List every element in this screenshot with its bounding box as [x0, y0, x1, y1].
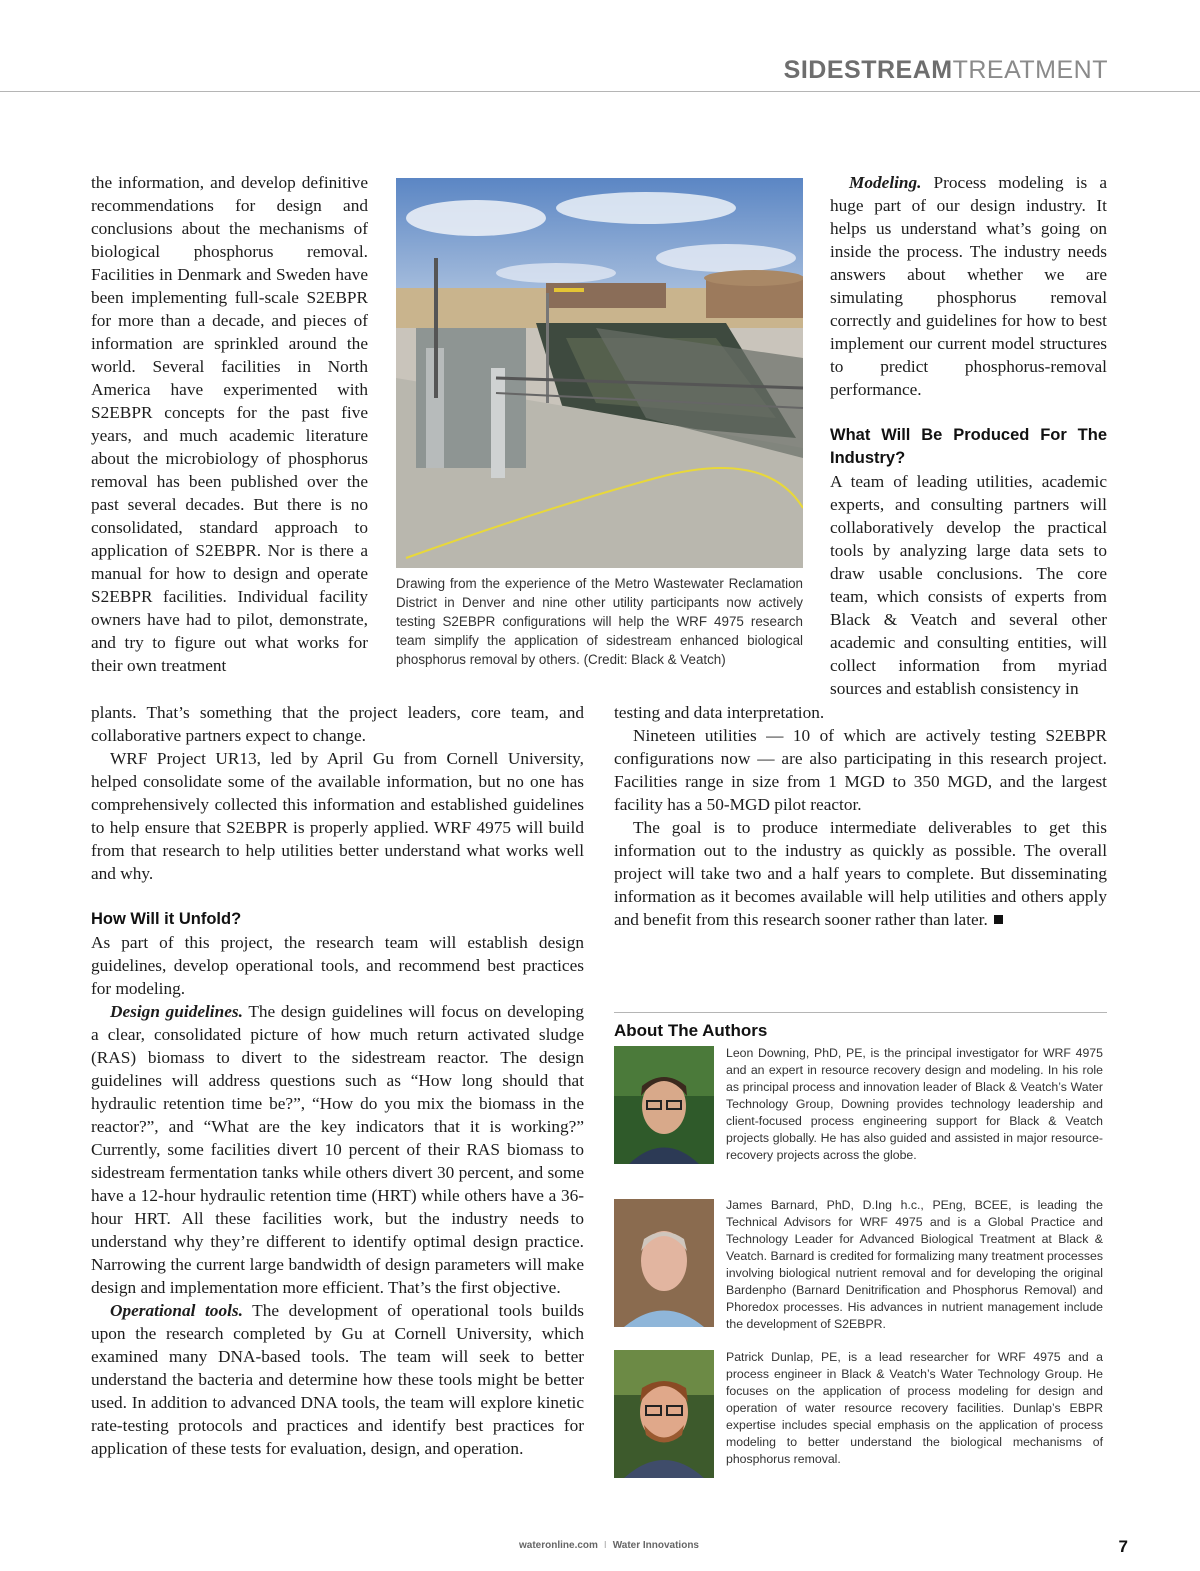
paragraph-nineteen-utilities: Nineteen utilities — 10 of which are actively testing S2EBPR configurations now — are also participating in this research project. Facilities range in size from 1 MGD to 350 MGD, and the largest facility has a 50-MGD pilot reactor. — [614, 726, 1107, 814]
heading-about-the-authors: About The Authors — [614, 1021, 768, 1040]
section-header-bold: SIDESTREAM — [783, 56, 953, 84]
heading-how-will-it-unfold: How Will it Unfold? — [91, 910, 242, 928]
paragraph-team: A team of leading utilities, academic experts, and consulting partners will collaboratively develop the practical tools by analyzing large data sets to draw usable conclusions. The core team, which consists of experts from Black & Veatch and several other academic and consulting entities, will collect information from myriad sources and establish consistency in — [830, 472, 1107, 698]
modeling-text: Process modeling is a huge part of our design industry. It helps us understand what’s going on inside the process. The industry needs answers about whether we are simulating phosphorus removal correctly and guidelines for how to best implement our current model structures to predict phosphorus-removal performance. — [830, 173, 1107, 399]
header-divider — [0, 91, 1200, 92]
paragraph-team-continued: testing and data interpretation. — [614, 703, 825, 722]
left-narrow-column — [91, 171, 368, 677]
author-bio-james-barnard: James Barnard, PhD, D.Ing h.c., PEng, BCEE, is leading the Technical Advisors for WRF 4975 and is a Global Practice and Technology Leader for Advanced Biological Treatment at Black & Veatch. Barnard is credited for formalizing many treatment processes involving biological nutrient removal and for developing the original Bardenpho (Barnard Denitrification and Phosphorus Removal) and Phoredox processes. His advances in nutrient management include the development of S2EBPR. — [726, 1198, 1103, 1331]
treatment-plant-photo — [396, 178, 803, 568]
section-header — [784, 56, 1108, 85]
section-header-light: TREATMENT — [952, 56, 1108, 84]
author-photo-james-barnard — [614, 1199, 714, 1327]
left-wide-column — [91, 701, 584, 1460]
footer-separator: I — [603, 1540, 607, 1551]
footer-site: wateronline.com — [519, 1540, 598, 1551]
author-photo-patrick-dunlap — [614, 1350, 714, 1478]
end-of-article-mark — [994, 915, 1003, 924]
right-narrow-column — [830, 171, 1107, 700]
paragraph-operational-tools — [91, 1299, 584, 1460]
page-number: 7 — [1118, 1537, 1128, 1556]
paragraph-project-ur13: WRF Project UR13, led by April Gu from Cornell University, helped consolidate some of the available information, but no one has comprehensively collected this information and established guidelines to help ensure that S2EBPR is properly applied. WRF 4975 will build from that research to help utilities better understand what works well and why. — [91, 749, 584, 883]
operational-tools-text: The development of operational tools builds upon the research completed by Gu at Cornell University, which examined many DNA-based tools. The team will seek to better understand the bacteria and determine how these tools might be better used. In addition to advanced DNA tools, the team will explore kinetic rate-testing protocols and practices and identify best practices for application of these tests for evaluation, design, and operation. — [91, 1301, 584, 1458]
paragraph-design-guidelines — [91, 1000, 584, 1299]
paragraph-intro: the information, and develop definitive recommendations for design and conclusions about the mechanisms of biological phosphorus removal. Facilities in Denmark and Sweden have been implementing full-scale S2EBPR for more than a decade, and pieces of information are sprinkled around the world. Several facilities in North America have experimented with S2EBPR concepts for the past five years, and much academic literature about the microbiology of phosphorus removal has been published over the past several decades. But there is no consolidated, standard approach to application of S2EBPR. Nor is there a manual for how to design and operate S2EBPR facilities. Individual facility owners have had to pilot, demonstrate, and try to figure out what works for their own treatment — [91, 173, 368, 675]
design-guidelines-text: The design guidelines will focus on developing a clear, consolidated picture of how much return activated sludge (RAS) biomass to divert to the sidestream reactor. The design guidelines will address questions such as “How long should that hydraulic retention time be?”, “How do you mix the biomass in the reactor?”, and “What are the key indicators that it is working?” Currently, some facilities divert 10 percent of their RAS biomass to sidestream fermentation tanks while others divert 30 percent, and some have a 12-hour hydraulic retention time (HRT) while others have a 36-hour HRT. All these facilities work, but the industry needs to understand why they’re different to identify optimal design practice. Narrowing the current large bandwidth of design parameters will make design and implementation more efficient. That’s the first objective. — [91, 1002, 584, 1297]
authors-divider — [614, 1012, 1107, 1013]
author-bio-patrick-dunlap: Patrick Dunlap, PE, is a lead researcher for WRF 4975 and a process engineer in Black & Veatch’s Water Technology Group. He focuses on the application of process modeling for design and operation of water resource recovery facilities. Dunlap’s EBPR expertise includes special emphasis on the application of process modeling to better understand the biological mechanisms of phosphorus removal. — [726, 1350, 1103, 1466]
paragraph-modeling — [830, 171, 1107, 401]
author-photo-leon-downing — [614, 1046, 714, 1164]
right-wide-column — [614, 701, 1107, 931]
paragraph-project-overview: As part of this project, the research team will establish design guidelines, develop operational tools, and recommend best practices for modeling. — [91, 933, 584, 998]
paragraph-intro-continued: plants. That’s something that the project leaders, core team, and collaborative partners expect to change. — [91, 703, 584, 745]
footer — [0, 1540, 1200, 1551]
goal-text: The goal is to produce intermediate deliverables to get this information out to the industry as quickly as possible. The overall project will take two and a half years to complete. But disseminating information as it becomes available will help utilities and others apply and benefit from this research sooner rather than later. — [614, 818, 1107, 929]
lead-in-design-guidelines: Design guidelines. — [110, 1002, 243, 1021]
heading-what-will-be-produced: What Will Be Produced For The Industry? — [830, 426, 1107, 467]
lead-in-modeling: Modeling. — [849, 173, 922, 192]
author-bio-leon-downing: Leon Downing, PhD, PE, is the principal investigator for WRF 4975 and an expert in resource recovery design and modeling. In his role as principal process and innovation leader of Black & Veatch’s Water Technology Group, Downing provides technology leadership and client-focused process engineering support for Black & Veatch projects globally. He has also guided and assisted in major resource-recovery projects across the globe. — [726, 1046, 1103, 1162]
lead-in-operational-tools: Operational tools. — [110, 1301, 243, 1320]
paragraph-goal — [614, 816, 1107, 931]
footer-publication: Water Innovations — [612, 1540, 699, 1551]
photo-caption: Drawing from the experience of the Metro Wastewater Reclamation District in Denver and nine other utility participants now actively testing S2EBPR configurations will help the WRF 4975 research team simplify the application of sidestream enhanced biological phosphorus removal by others. (Credit: Black & Veatch) — [396, 576, 803, 667]
